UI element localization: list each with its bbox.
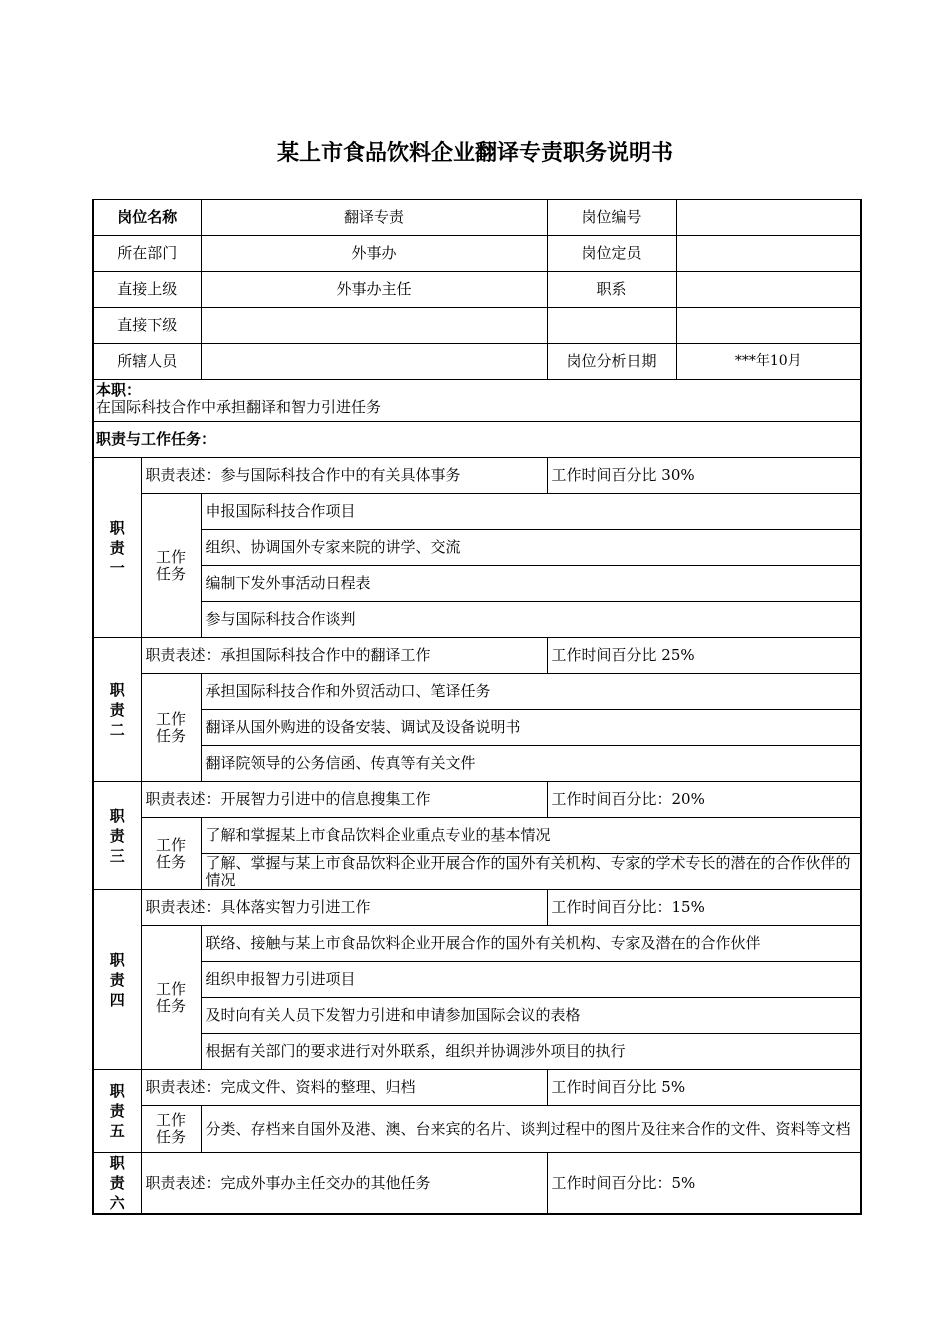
main-duty-label: 本职： (96, 381, 142, 399)
duties-section (93, 458, 861, 1215)
work-task-label: 工作 任务 (141, 674, 201, 782)
duty-label: 职 责 一 (93, 458, 141, 638)
position-code-label: 岗位编号 (547, 200, 676, 236)
duty-time-percent: 工作时间百分比：15% (547, 890, 861, 926)
duty-label: 职 责 二 (93, 638, 141, 782)
task-item: 分类、存档来自国外及港、澳、台来宾的名片、谈判过程中的图片及往来合作的文件、资料等文档 (201, 1106, 861, 1153)
responsibilities-header: 职责与工作任务： (93, 422, 861, 458)
subordinate-value (201, 308, 547, 344)
analysis-date-label: 岗位分析日期 (547, 344, 676, 380)
superior-label: 直接上级 (93, 272, 201, 308)
main-duty-section (93, 380, 861, 422)
duty-time-percent: 工作时间百分比 5% (547, 1070, 861, 1106)
duty-label: 职 责 五 (93, 1070, 141, 1153)
task-item: 了解、掌握与某上市食品饮料企业开展合作的国外有关机构、专家的学术专长的潜在的合作伙伴的情况 (201, 854, 861, 890)
duty-description: 职责表述：具体落实智力引进工作 (141, 890, 547, 926)
superior-value: 外事办主任 (201, 272, 547, 308)
series-value (676, 272, 861, 308)
duty-description: 职责表述：开展智力引进中的信息搜集工作 (141, 782, 547, 818)
task-item: 联络、接触与某上市食品饮料企业开展合作的国外有关机构、专家及潜在的合作伙伴 (201, 926, 861, 962)
duty-description: 职责表述：完成外事办主任交办的其他任务 (141, 1153, 547, 1215)
task-item: 翻译院领导的公务信函、传真等有关文件 (201, 746, 861, 782)
series-label: 职系 (547, 272, 676, 308)
position-name-label: 岗位名称 (93, 200, 201, 236)
task-item: 编制下发外事活动日程表 (201, 566, 861, 602)
task-item: 根据有关部门的要求进行对外联系，组织并协调涉外项目的执行 (201, 1034, 861, 1070)
duty-label: 职 责 六 (93, 1153, 141, 1215)
staff-label: 所辖人员 (93, 344, 201, 380)
task-item: 参与国际科技合作谈判 (201, 602, 861, 638)
quota-value (676, 236, 861, 272)
task-item: 承担国际科技合作和外贸活动口、笔译任务 (201, 674, 861, 710)
task-item: 翻译从国外购进的设备安装、调试及设备说明书 (201, 710, 861, 746)
duty-time-percent: 工作时间百分比 30% (547, 458, 861, 494)
task-item: 组织申报智力引进项目 (201, 962, 861, 998)
duty-description: 职责表述：承担国际科技合作中的翻译工作 (141, 638, 547, 674)
work-task-label: 工作 任务 (141, 494, 201, 638)
duty-description: 职责表述：参与国际科技合作中的有关具体事务 (141, 458, 547, 494)
task-item: 及时向有关人员下发智力引进和申请参加国际会议的表格 (201, 998, 861, 1034)
quota-label: 岗位定员 (547, 236, 676, 272)
work-task-label: 工作 任务 (141, 926, 201, 1070)
duty-label: 职 责 四 (93, 890, 141, 1070)
staff-value (201, 344, 547, 380)
department-value: 外事办 (201, 236, 547, 272)
task-item: 申报国际科技合作项目 (201, 494, 861, 530)
task-item: 了解和掌握某上市食品饮料企业重点专业的基本情况 (201, 818, 861, 854)
duty-time-percent: 工作时间百分比 25% (547, 638, 861, 674)
subordinate-label: 直接下级 (93, 308, 201, 344)
duty-time-percent: 工作时间百分比：20% (547, 782, 861, 818)
duty-time-percent: 工作时间百分比：5% (547, 1153, 861, 1215)
position-name-value: 翻译专责 (201, 200, 547, 236)
duty-description: 职责表述：完成文件、资料的整理、归档 (141, 1070, 547, 1106)
page-title: 某上市食品饮料企业翻译专责职务说明书 (276, 141, 673, 166)
main-duty-text: 在国际科技合作中承担翻译和智力引进任务 (96, 398, 382, 416)
task-item: 组织、协调国外专家来院的讲学、交流 (201, 530, 861, 566)
analysis-date-value: ***年10月 (676, 344, 861, 380)
job-description-table (92, 199, 862, 1215)
work-task-label: 工作 任务 (141, 818, 201, 890)
duty-label: 职 责 三 (93, 782, 141, 890)
work-task-label: 工作 任务 (141, 1106, 201, 1153)
position-code-value (676, 200, 861, 236)
department-label: 所在部门 (93, 236, 201, 272)
